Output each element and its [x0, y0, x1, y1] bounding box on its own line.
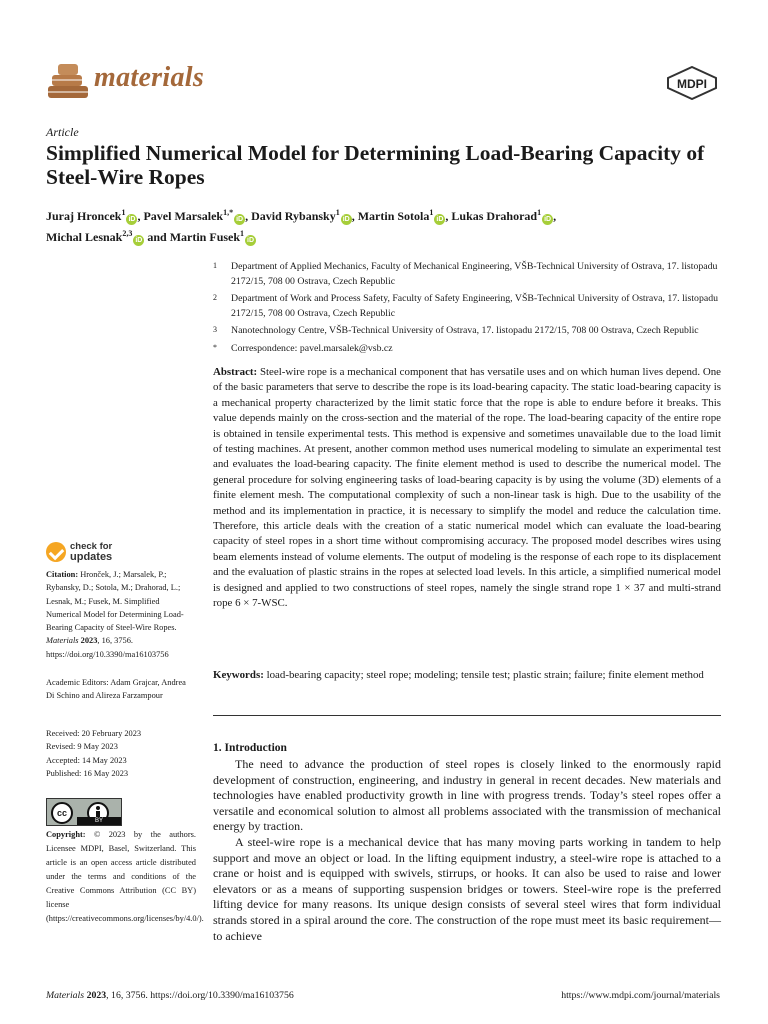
affiliation-number: 3: [213, 325, 217, 334]
author-separator: ,: [351, 209, 358, 223]
citation-label: Citation:: [46, 570, 79, 579]
revised-date: Revised: 9 May 2023: [46, 742, 118, 752]
footer-year: 2023: [86, 990, 107, 1001]
academic-editors: Academic Editors: Adam Grajcar, Andrea Di Schino and Alireza Farzampour: [46, 678, 186, 701]
cc-icon: cc: [51, 802, 73, 824]
orcid-icon[interactable]: iD: [135, 237, 143, 244]
article-type: Article: [46, 125, 79, 139]
check-for-updates-button[interactable]: [46, 540, 196, 566]
copyright-text: © 2023 by the authors. Licensee MDPI, Basel, Switzerland. This article is an open access article distributed under the terms and conditions of the Creative Commons Attribution (CC BY) license (https://creativecommons.org/licenses/by/4.0/).: [46, 830, 204, 923]
check-line2: updates: [70, 551, 113, 563]
publisher-name: MDPI: [677, 77, 707, 91]
author-affiliation: 2,3: [122, 229, 133, 238]
citation-text: Hronček, J.; Marsalek, P.; Rybansky, D.; Sotola, M.; Drahorad, L.; Lesnak, M.; Fusek, M. Simplified Numerical Model for Determining Load-Bearing Capacity of Steel-Wire Ropes.: [46, 570, 184, 633]
affiliation-number: *: [213, 342, 217, 352]
citation-year: 2023: [80, 636, 98, 646]
author-name: David Rybansky: [251, 209, 336, 223]
check-icon: [46, 542, 66, 562]
keywords-text: load-bearing capacity; steel rope; modeling; tensile test; plastic strain; failure; finite element method: [266, 669, 704, 681]
author-name: Juraj Hroncek: [46, 209, 122, 223]
check-line1: check for: [70, 541, 113, 552]
affiliation-text: Department of Applied Mechanics, Faculty of Mechanical Engineering, VŠB-Technical University of Ostrava, 17. listopadu 2172/15, 708 00 Ostrava, Czech Republic: [231, 261, 718, 287]
author-separator: ,: [245, 209, 252, 223]
affiliation-text: Department of Work and Process Safety, Faculty of Safety Engineering, VŠB-Technical University of Ostrava, 17. listopadu 2172/15, 708 00 Ostrava, Czech Republic: [231, 293, 718, 319]
author-affiliation: 1: [335, 208, 340, 217]
orcid-icon[interactable]: iD: [544, 216, 552, 223]
by-label: BY: [77, 817, 121, 825]
footer-citation: [46, 990, 294, 1001]
footer-url[interactable]: https://www.mdpi.com/journal/materials: [561, 990, 720, 1001]
author-affiliation: 1: [537, 208, 542, 217]
footer-journal: Materials: [46, 990, 85, 1001]
citation-volume: , 16, 3756. https://doi.org/10.3390/ma16103756: [46, 636, 169, 659]
affiliation-number: 1: [213, 261, 217, 270]
author-list: [46, 204, 726, 246]
section-divider: [213, 715, 721, 716]
author-separator: ,: [445, 209, 452, 223]
accepted-date: Accepted: 14 May 2023: [46, 755, 127, 765]
cc-license-badge[interactable]: [46, 798, 122, 826]
author-name: Pavel Marsalek: [143, 209, 224, 223]
paragraph: A steel-wire rope is a mechanical device that has many moving parts working in tandem to help support and move an object or load. In the lifting equipment industry, a steel-wire rope is attached to a crane or hoist and is equipped with swivels, stirrups, or hooks. It can also be used to raise and lower elevators or as a means of supporting suspension bridges or towers. Steel-wire rope is the preferred lifting device for many reasons. Its unique design consists of several steel wires that form individual strands stored in a spiral around the core. The construction of the rope must meet its basic requirement—to achieve: [213, 834, 721, 943]
author-name: Michal Lesnak: [46, 230, 123, 244]
affiliation-number: 2: [213, 293, 217, 302]
affiliation-item: [213, 342, 728, 357]
author-name: Martin Sotola: [357, 209, 430, 223]
abstract-text: Steel-wire rope is a mechanical component that has versatile uses and on which human lives depend. One of the basic parameters that serve to describe the rope is its load-bearing capacity. The static load-bearing capacity is a mechanical property characterized by the limit static force that the rope is able to endure before it breaks. This value depends mainly on the cross-section and the material of the rope. The load-bearing capacity of the entire rope is obtained in tensile experimental tests. This method is expensive and sometimes unavailable due to the load limit of testing machines. At present, another common method uses numerical modeling to simulate an experimental test and evaluates the load-bearing capacity. The finite element method is used to describe the numerical model. The general procedure for solving engineering tasks of load-bearing capacity is by using the volume (3D) elements of a finite element mesh. The computational complexity of such a non-linear task is high. Due to the usability of the method and its implementation in practice, it is necessary to simplify the model and reduce the calculation time. Therefore, this article deals with the creation of a static numerical model which can evaluate the load-bearing capacity of steel ropes in a short time without compromising accuracy. The proposed model describes wires using beam elements instead of volume elements. The output of modeling is the response of each rope to its displacement and the evaluation of plastic strains in the ropes at selected load levels. In this article, a simplified numerical model is designed and applied to two constructions of steel ropes, namely the single strand rope 1 × 37 and multi-strand rope 6 × 7-WSC.: [213, 366, 721, 610]
author-separator: ,: [553, 209, 557, 223]
affiliation-text: Correspondence: pavel.marsalek@vsb.cz: [231, 342, 393, 354]
author-affiliation: 1: [240, 229, 245, 238]
orcid-icon[interactable]: iD: [236, 216, 244, 223]
dates-block: [46, 727, 196, 780]
copyright-block: [46, 828, 204, 926]
affiliation-item: [213, 324, 728, 339]
paragraph: The need to advance the production of steel ropes is closely linked to the enormously rapid development of construction, engineering, and industry in general in recent decades. New materials and technologies have enabled productivity growth in line with progress trends. Today’s steel ropes offer a versatile and economical solution to almost all problems associated with the transmission of mechanical energy by traction.: [213, 757, 721, 834]
published-date: Published: 16 May 2023: [46, 768, 129, 778]
orcid-icon[interactable]: iD: [436, 216, 444, 223]
author-name: Lukas Drahorad: [451, 209, 538, 223]
affiliation-item: [213, 260, 728, 289]
orcid-icon[interactable]: iD: [342, 216, 350, 223]
footer-rest: , 16, 3756. https://doi.org/10.3390/ma16103756: [106, 990, 294, 1001]
affiliation-item: [213, 292, 728, 321]
copyright-label: Copyright:: [46, 830, 86, 839]
author-separator: and: [144, 230, 170, 244]
keywords: [213, 668, 721, 683]
author-affiliation: 1: [121, 208, 126, 217]
mdpi-logo-icon: [666, 66, 718, 100]
received-date: Received: 20 February 2023: [46, 729, 142, 738]
abstract-label: Abstract:: [213, 366, 258, 378]
section-heading: 1. Introduction: [213, 742, 287, 754]
affiliation-list: [213, 260, 728, 359]
author-name: Martin Fusek: [169, 230, 241, 244]
affiliation-text: Nanotechnology Centre, VŠB-Technical University of Ostrava, 17. listopadu 2172/15, 708 00 Ostrava, Czech Republic: [231, 325, 699, 336]
journal-logo-icon: [46, 58, 90, 102]
author-affiliation: 1: [429, 208, 434, 217]
author-affiliation: 1,*: [223, 208, 234, 217]
journal-name: materials: [94, 62, 205, 93]
author-separator: ,: [137, 209, 144, 223]
keywords-label: Keywords:: [213, 669, 264, 681]
orcid-icon[interactable]: iD: [128, 216, 136, 223]
introduction-body: [213, 757, 721, 944]
citation-block: [46, 568, 196, 661]
citation-journal: Materials: [46, 636, 79, 646]
orcid-icon[interactable]: iD: [247, 237, 255, 244]
abstract: [213, 365, 721, 612]
paper-title: Simplified Numerical Model for Determining Load-Bearing Capacity of Steel-Wire Ropes: [46, 141, 705, 189]
